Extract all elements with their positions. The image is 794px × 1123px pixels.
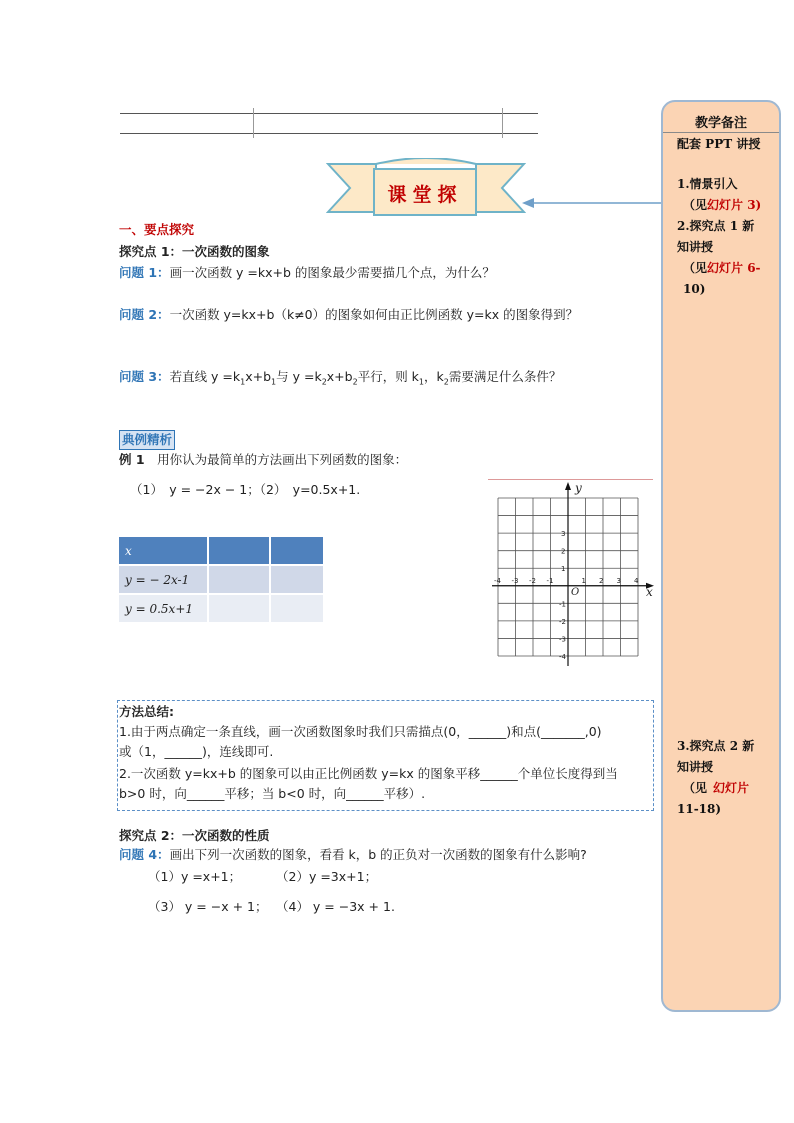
table-cell[interactable] [209,537,269,564]
teaching-notes-heading: 教学备注 [694,116,747,131]
q4-item-1: （1）y =x+1； [148,869,242,884]
note-2-title: 2.探究点 1 新 [677,219,755,233]
example-items: （1） y = −2x − 1；（2） y=0.5x+1. [130,482,361,497]
q3-part: ，k [424,369,444,384]
q3-part: 若直线 y =k [169,369,241,384]
q3-sub: 1 [240,377,246,387]
question-4-label: 问题 4： [119,847,170,862]
x-tick-label: -3 [511,576,519,585]
question-4-text: 画出下列一次函数的图象，看看 k，b 的正负对一次函数的图象有什么影响? [169,847,587,862]
question-1-text: 画一次函数 y =kx+b 的图象最少需要描几个点，为什么？ [169,265,495,280]
question-2 [119,306,578,324]
note-2-ref-end [677,279,777,300]
x-tick-label: -2 [529,576,536,585]
teaching-notes-divider [663,132,779,133]
y-tick-label: 2 [561,547,566,556]
table-cell[interactable] [271,566,323,593]
x-tick-label: -1 [546,576,554,585]
y-tick-label: -3 [559,635,566,644]
x-tick-label: 2 [599,576,604,585]
summary-title: 方法总结: [119,704,174,719]
summary-line-1: 1.由于两点确定一条直线，画一次函数图象时我们只需描点(0，______)和点(_______,0) [119,724,602,739]
y-axis-arrow [565,482,571,490]
example-label: 例 1 [119,452,145,467]
header-tick-1 [253,108,254,138]
header-rule-2 [120,133,538,134]
note-1-ref [677,195,777,216]
question-3-label: 问题 3： [119,369,170,384]
banner-title: 课堂探 [387,184,463,206]
question-3 [119,368,561,392]
note-3 [677,736,777,820]
note-3-sub: 知讲授 [677,760,714,774]
section-heading: 一、要点探究 [119,222,195,237]
q3-sub: 1 [418,377,424,387]
header-tick-2 [502,108,503,138]
coordinate-grid [486,480,658,670]
q3-part: 平行，则 k [357,369,419,384]
table-cell[interactable] [271,595,323,622]
q3-sub: 1 [271,377,277,387]
example-1 [119,451,407,469]
question-2-label: 问题 2： [119,307,170,322]
pointer-arrow [520,196,665,210]
table-cell: x [119,537,207,564]
y-tick-label: 1 [561,565,566,574]
note-3-ref [677,778,777,799]
q3-sub: 2 [352,377,358,387]
header-rule-1 [120,113,538,114]
q4-item-3: （3） y = −x + 1； [148,899,268,914]
example-badge: 典例精析 [119,430,175,450]
x-tick-label: 1 [581,576,586,585]
table-row [119,595,323,622]
summary-line-3: 2.一次函数 y=kx+b 的图象可以由正比例函数 y=kx 的图象平移______个单位长度得到当 [119,766,618,781]
table-row [119,537,323,564]
note-ref-prefix: （见 [683,261,708,275]
q4-item-2: （2）y =3x+1； [276,869,378,884]
ppt-note: 配套 PPT 讲授 [677,137,761,151]
note-3-title: 3.探究点 2 新 [677,739,755,753]
note-3-ref-end: 11-18) [677,802,722,816]
table-cell: y = − 2x-1 [119,566,207,593]
note-ref-slides: 幻灯片 3) [707,198,762,212]
point-1-title: 探究点 1：一次函数的图象 [119,244,270,259]
note-ref-slides: 10) [683,282,706,296]
origin-label: O [571,586,580,598]
y-tick-label: -4 [559,653,566,661]
question-1-label: 问题 1： [119,265,170,280]
q3-part: x+b [245,369,272,384]
y-tick-label: 3 [561,530,566,539]
q4-item-4: （4） y = −3x + 1. [276,899,395,914]
table-cell[interactable] [209,595,269,622]
table-row [119,566,323,593]
question-2-text: 一次函数 y=kx+b（k≠0）的图象如何由正比例函数 y=kx 的图象得到？ [169,307,579,322]
note-ref-slides: 幻灯片 [713,781,750,795]
q3-part: x+b [326,369,353,384]
note-1 [677,174,777,300]
table-cell[interactable] [271,537,323,564]
y-axis-label: y [575,481,582,495]
summary-line-2: 或（1，______)，连线即可. [119,744,274,759]
note-ref-prefix: （见 [683,781,708,795]
x-tick-label: 4 [634,576,639,585]
value-table [117,535,325,624]
table-cell: y = 0.5x+1 [119,595,207,622]
point-2-title: 探究点 2：一次函数的性质 [119,828,270,843]
note-ref-prefix: （见 [683,198,708,212]
y-tick-label: -1 [559,600,566,609]
note-2-sub: 知讲授 [677,240,714,254]
x-tick-label: -4 [494,576,501,585]
q3-part: 与 y =k [276,369,322,384]
y-tick-label: -2 [559,617,566,626]
q3-part: 需要满足什么条件？ [448,369,562,384]
example-text: 用你认为最简单的方法画出下列函数的图象： [157,452,408,467]
note-ref-slides: 幻灯片 6- [707,261,761,275]
note-1-title: 1.情景引入 [677,177,738,191]
question-4 [119,846,587,864]
note-2-ref [677,258,777,279]
question-1 [119,264,495,282]
table-cell[interactable] [209,566,269,593]
x-tick-label: 3 [616,576,621,585]
x-axis-label: x [646,584,653,599]
summary-line-4: b>0 时，向______平移；当 b<0 时，向______平移）. [119,786,426,801]
q3-sub: 2 [321,377,327,387]
q3-sub: 2 [443,377,449,387]
